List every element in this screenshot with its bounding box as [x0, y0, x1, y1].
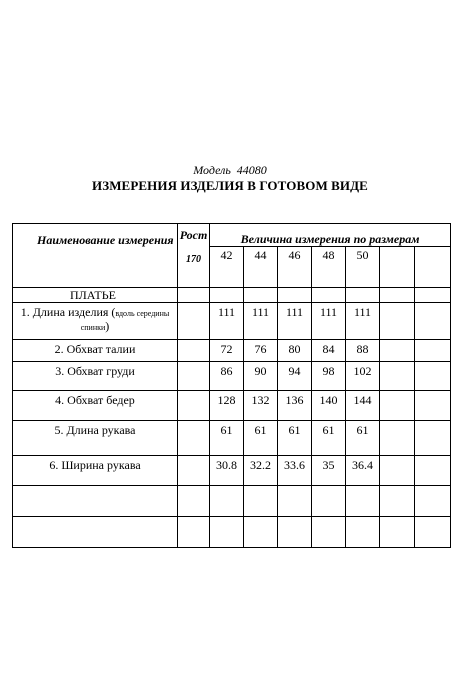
sizes-header: Величина измерения по размерам [210, 224, 451, 247]
row-name: 3. Обхват груди [13, 362, 178, 391]
empty-cell [178, 421, 210, 456]
empty-cell [278, 517, 312, 548]
value-cell: 144 [346, 391, 380, 421]
table-row [13, 362, 451, 391]
value-cell: 111 [346, 303, 380, 340]
empty-cell [210, 486, 244, 517]
row-name-main: 1. Длина изделия ( [20, 305, 116, 319]
size-cell: 46 [278, 247, 312, 288]
table-row [13, 456, 451, 486]
empty-cell [178, 288, 210, 303]
empty-cell [380, 421, 415, 456]
size-cell: 44 [244, 247, 278, 288]
value-cell: 80 [278, 340, 312, 362]
row-name: 4. Обхват бедер [13, 391, 178, 421]
empty-cell [415, 340, 451, 362]
value-cell: 88 [346, 340, 380, 362]
empty-cell [244, 486, 278, 517]
col-name-header: Наименование измерения [13, 224, 178, 288]
size-cell: 42 [210, 247, 244, 288]
empty-cell [415, 391, 451, 421]
empty-cell [415, 362, 451, 391]
value-cell: 72 [210, 340, 244, 362]
row-name: 6. Ширина рукава [13, 456, 178, 486]
empty-cell [13, 486, 178, 517]
empty-cell [13, 517, 178, 548]
empty-row [13, 486, 451, 517]
col-height-header [178, 224, 210, 288]
value-cell: 61 [210, 421, 244, 456]
section-row [13, 288, 451, 303]
empty-cell [380, 340, 415, 362]
value-cell: 32.2 [244, 456, 278, 486]
empty-cell [415, 303, 451, 340]
value-cell: 111 [312, 303, 346, 340]
empty-cell [278, 486, 312, 517]
value-cell: 76 [244, 340, 278, 362]
empty-cell [415, 486, 451, 517]
value-cell: 84 [312, 340, 346, 362]
value-cell: 61 [278, 421, 312, 456]
model-label: Модель [193, 163, 231, 177]
height-value: 170 [186, 254, 201, 265]
value-cell: 111 [244, 303, 278, 340]
empty-cell [380, 486, 415, 517]
section-label: ПЛАТЬЕ [13, 288, 178, 303]
empty-cell [244, 517, 278, 548]
model-number: 44080 [236, 163, 267, 177]
empty-cell [380, 517, 415, 548]
empty-cell [346, 288, 380, 303]
value-cell: 30.8 [210, 456, 244, 486]
value-cell: 35 [312, 456, 346, 486]
empty-cell [380, 303, 415, 340]
empty-cell [178, 486, 210, 517]
row-name-close: ) [105, 319, 110, 333]
size-cell: 48 [312, 247, 346, 288]
empty-cell [178, 517, 210, 548]
table-row [13, 303, 451, 340]
empty-cell [380, 288, 415, 303]
value-cell: 102 [346, 362, 380, 391]
row-name: 2. Обхват талии [13, 340, 178, 362]
empty-row [13, 517, 451, 548]
value-cell: 61 [244, 421, 278, 456]
empty-cell [380, 247, 415, 288]
empty-cell [278, 288, 312, 303]
empty-cell [380, 391, 415, 421]
empty-cell [312, 288, 346, 303]
empty-cell [178, 391, 210, 421]
empty-cell [244, 288, 278, 303]
value-cell: 132 [244, 391, 278, 421]
value-cell: 128 [210, 391, 244, 421]
value-cell: 94 [278, 362, 312, 391]
empty-cell [312, 517, 346, 548]
empty-cell [346, 517, 380, 548]
empty-cell [178, 340, 210, 362]
value-cell: 33.6 [278, 456, 312, 486]
empty-cell [380, 362, 415, 391]
table-row [13, 421, 451, 456]
value-cell: 140 [312, 391, 346, 421]
model-line [0, 163, 460, 178]
value-cell: 86 [210, 362, 244, 391]
value-cell: 61 [312, 421, 346, 456]
empty-cell [210, 288, 244, 303]
value-cell: 111 [210, 303, 244, 340]
value-cell: 111 [278, 303, 312, 340]
empty-cell [415, 456, 451, 486]
empty-cell [415, 288, 451, 303]
measurements-table [12, 223, 451, 548]
row-name [13, 303, 178, 340]
empty-cell [380, 456, 415, 486]
empty-cell [312, 486, 346, 517]
value-cell: 136 [278, 391, 312, 421]
table-row [13, 340, 451, 362]
empty-cell [178, 303, 210, 340]
empty-cell [178, 362, 210, 391]
table-row [13, 391, 451, 421]
empty-cell [178, 456, 210, 486]
empty-cell [415, 517, 451, 548]
value-cell: 90 [244, 362, 278, 391]
size-cell: 50 [346, 247, 380, 288]
empty-cell [346, 486, 380, 517]
row-name: 5. Длина рукава [13, 421, 178, 456]
value-cell: 36.4 [346, 456, 380, 486]
value-cell: 98 [312, 362, 346, 391]
empty-cell [415, 421, 451, 456]
empty-cell [210, 517, 244, 548]
height-label: Рост [179, 228, 208, 242]
header-row [13, 224, 451, 247]
empty-cell [415, 247, 451, 288]
value-cell: 61 [346, 421, 380, 456]
document-title: ИЗМЕРЕНИЯ ИЗДЕЛИЯ В ГОТОВОМ ВИДЕ [92, 178, 368, 193]
row-name-note: вдоль середины спинки [80, 309, 170, 332]
